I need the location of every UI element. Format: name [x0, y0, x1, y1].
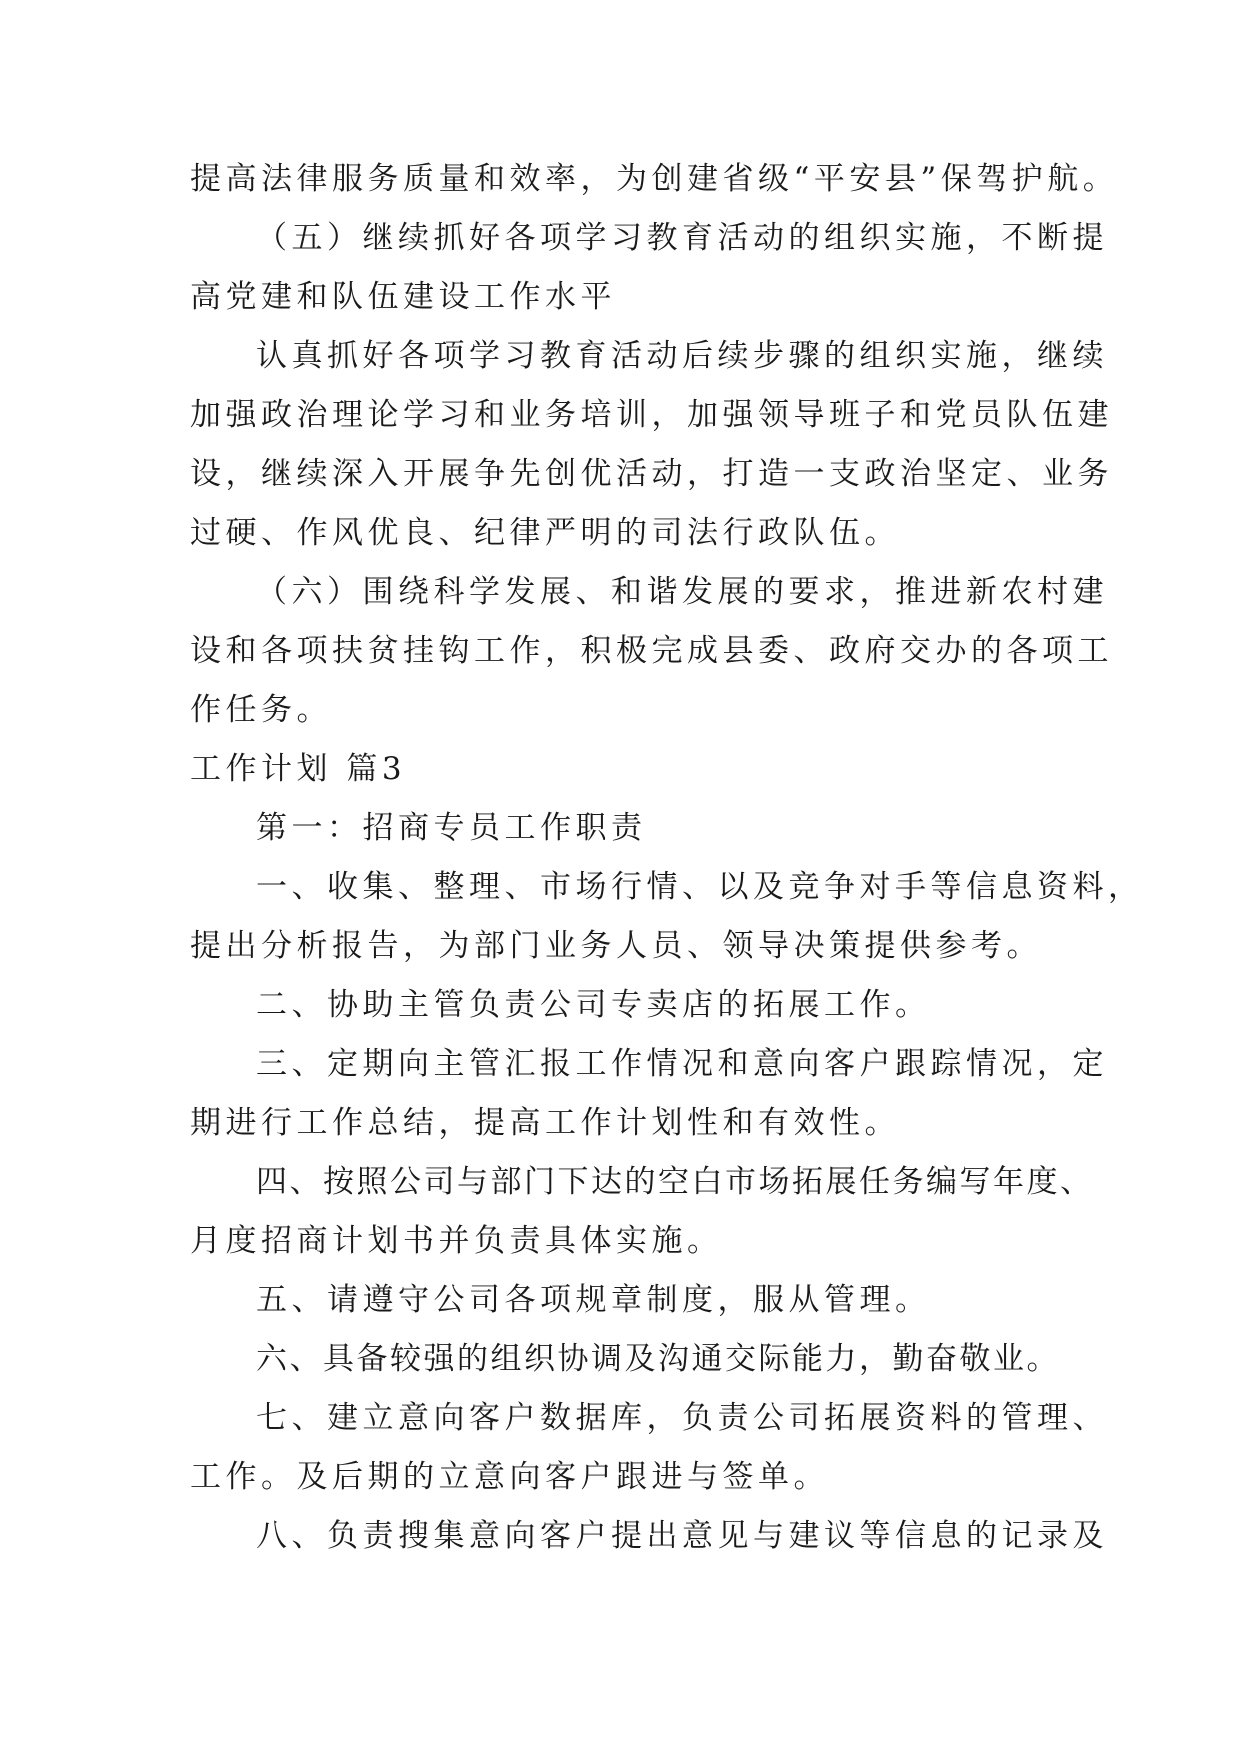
text-line: 五、请遵守公司各项规章制度，服从管理。: [256, 1282, 931, 1318]
text-line: 工作。及后期的立意向客户跟进与签单。: [190, 1459, 829, 1495]
text-line: 设，继续深入开展争先创优活动，打造一支政治坚定、业务: [190, 456, 1113, 492]
text-line: 四、按照公司与部门下达的空白市场拓展任务编写年度、: [256, 1164, 1094, 1200]
text-line: 认真抓好各项学习教育活动后续步骤的组织实施，继续: [256, 338, 1108, 374]
text-line: 作任务。: [190, 692, 332, 728]
text-line: 设和各项扶贫挂钩工作，积极完成县委、政府交办的各项工: [190, 633, 1113, 669]
text-line: 三、定期向主管汇报工作情况和意向客户跟踪情况，定: [256, 1046, 1108, 1082]
text-line: 过硬、作风优良、纪律严明的司法行政队伍。: [190, 515, 900, 551]
document-page: [190, 150, 1144, 1566]
text-line: 月度招商计划书并负责具体实施。: [190, 1223, 723, 1259]
text-line: （六）围绕科学发展、和谐发展的要求，推进新农村建: [256, 574, 1108, 610]
section-heading: 工作计划 篇3: [190, 751, 407, 787]
text-line: 八、负责搜集意向客户提出意见与建议等信息的记录及: [256, 1518, 1108, 1554]
text-line: 提出分析报告，为部门业务人员、领导决策提供参考。: [190, 928, 1042, 964]
text-line: 高党建和队伍建设工作水平: [190, 279, 616, 315]
text-line: 六、具备较强的组织协调及沟通交际能力，勤奋敬业。: [256, 1341, 1060, 1377]
text-line: 期进行工作总结，提高工作计划性和有效性。: [190, 1105, 900, 1141]
text-line: 一、收集、整理、市场行情、以及竞争对手等信息资料，: [256, 869, 1144, 905]
text-line: 提高法律服务质量和效率，为创建省级“平安县”保驾护航。: [190, 161, 1119, 197]
text-line: 七、建立意向客户数据库，负责公司拓展资料的管理、: [256, 1400, 1108, 1436]
text-line: 二、协助主管负责公司专卖店的拓展工作。: [256, 987, 931, 1023]
text-line: （五）继续抓好各项学习教育活动的组织实施，不断提: [256, 220, 1108, 256]
sub-heading: 第一：招商专员工作职责: [256, 810, 647, 846]
text-line: 加强政治理论学习和业务培训，加强领导班子和党员队伍建: [190, 397, 1113, 433]
